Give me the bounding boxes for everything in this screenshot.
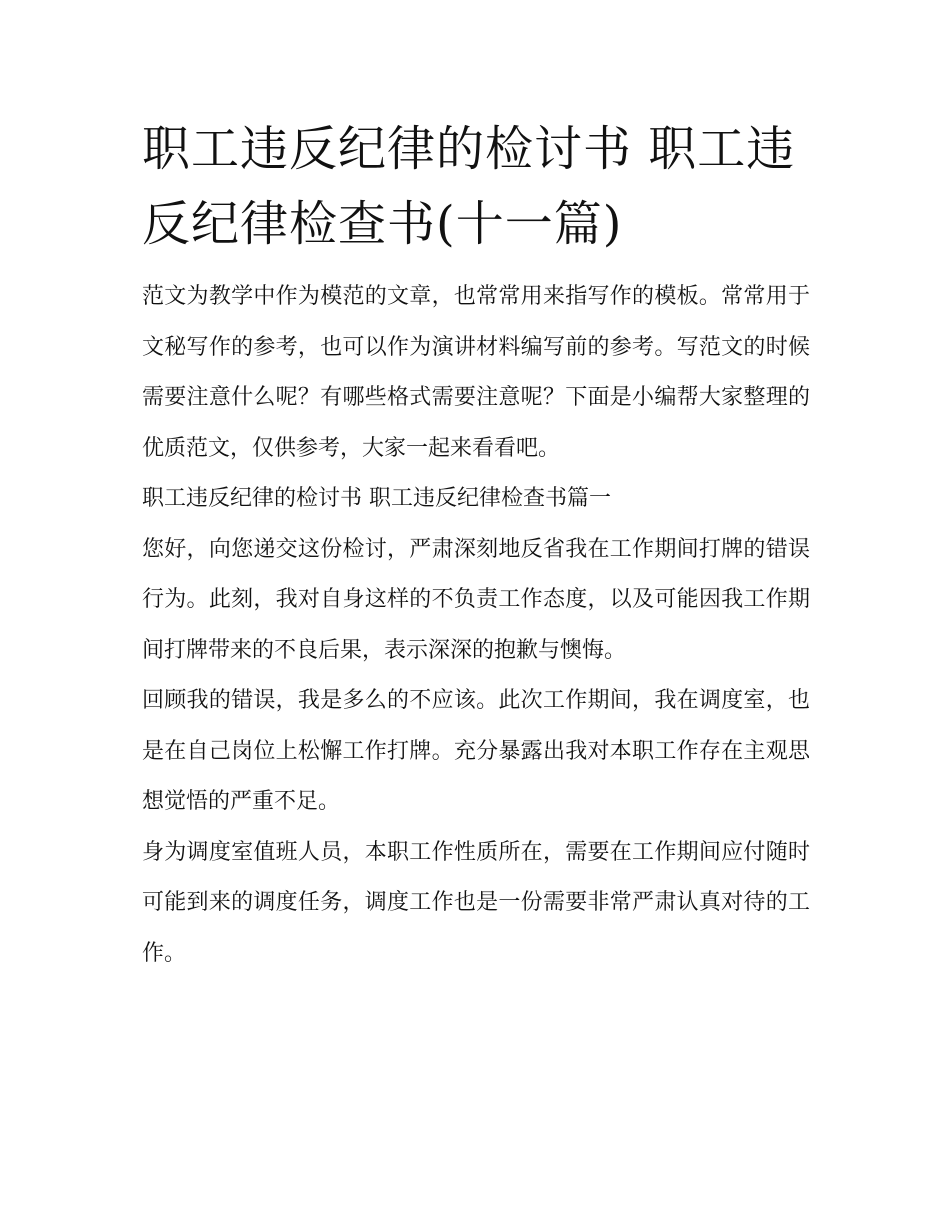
section-heading: 职工违反纪律的检讨书 职工违反纪律检查书篇一 [142, 486, 611, 511]
intro-paragraph: 范文为教学中作为模范的文章，也常常用来指写作的模板。常常用于文秘写作的参考，也可以作为演讲材料编写前的参考。写范文的时候需要注意什么呢？有哪些格式需要注意呢？下面是小编帮大家整理的优质范文，仅供参考，大家一起来看看吧。 [142, 284, 810, 461]
body-paragraph-1: 您好，向您递交这份检讨，严肃深刻地反省我在工作期间打牌的错误行为。此刻，我对自身这样的不负责工作态度，以及可能因我工作期间打牌带来的不良后果，表示深深的抱歉与懊悔。 [142, 536, 810, 663]
body-paragraph-2: 回顾我的错误，我是多么的不应该。此次工作期间，我在调度室，也是在自己岗位上松懈工作打牌。充分暴露出我对本职工作存在主观思想觉悟的严重不足。 [142, 688, 810, 814]
document-title: 职工违反纪律的检讨书 职工违反纪律检查书(十一篇) [142, 121, 796, 252]
body-paragraph-3: 身为调度室值班人员，本职工作性质所在，需要在工作期间应付随时可能到来的调度任务，调度工作也是一份需要非常严肃认真对待的工作。 [142, 839, 810, 966]
document-page [142, 112, 810, 979]
